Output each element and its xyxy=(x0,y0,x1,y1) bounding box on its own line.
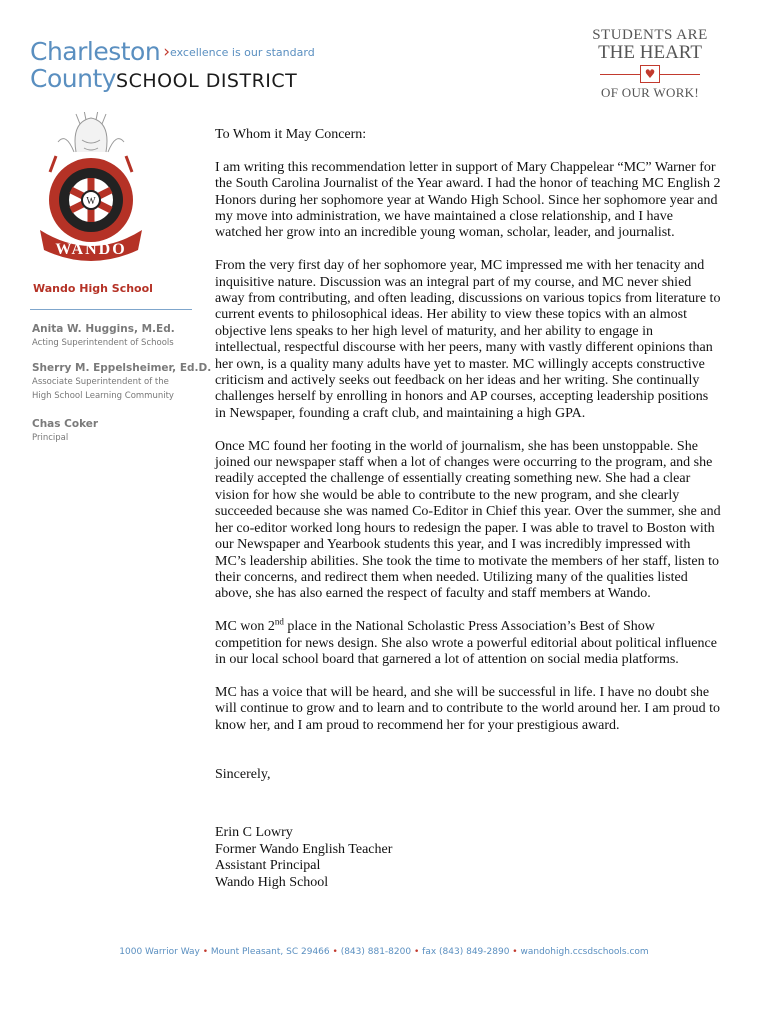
logo-district: SCHOOL DISTRICT xyxy=(116,70,298,92)
staff-title: Acting Superintendent of Schools xyxy=(32,338,174,348)
letter-body xyxy=(215,127,721,891)
staff-title: Principal xyxy=(32,433,69,443)
footer-street: 1000 Warrior Way xyxy=(119,947,200,957)
staff-title: Associate Superintendent of the xyxy=(32,377,169,387)
paragraph-3: Once MC found her footing in the world of journalism, she has been unstoppable. She joined our newspaper staff when a lot of changes were occurring to the program, and she readily accepted the challenge of essentially creating something new. She had a clear vision for how she would be able to contribute to the new program, and she clearly succeeded because she was named Co-Editor in Chief this year. Over the summer, she and her co-editor worked long hours to redesign the paper. I was able to travel to Boston with our Newspaper and Yearbook students this year, and I was incredibly impressed with MC’s leadership abilities. She took the time to motivate the members of her staff, listen to their concerns, and redirect them when needed. Utilizing many of the qualities listed above, she has also earned the respect of faculty and staff members at Wando. xyxy=(215,438,721,602)
salutation: To Whom it May Concern: xyxy=(215,127,367,142)
students-heart-logo xyxy=(586,28,714,101)
paragraph-2: From the very first day of her sophomore year, MC impressed me with her tenacity and inquisitive nature. Discussion was an integral part of my course, and MC never shied away from contributing, and often leading, discussions on various topics from literature to current events to philosophical ideas. Her ability to view these topics with an almost objective lens speaks to her high level of maturity, and her ability to engage in intellectual, respectful discourse with her peers, many with vastly different opinions than her own, is a quality many adults have yet to master. MC willingly accepts constructive criticism and actively seeks out feedback on her ideas and her writing. She continually challenges herself by enrolling in honors and AP courses, accepting leadership positions in Newspaper, founding a craft club, and maintaining a high GPA. xyxy=(215,258,721,421)
district-logo xyxy=(30,38,330,92)
signer-name: Erin C Lowry xyxy=(215,825,293,841)
signer-school: Wando High School xyxy=(215,874,329,890)
footer-fax: fax (843) 849-2890 xyxy=(422,947,510,957)
sidebar-divider xyxy=(30,309,192,310)
footer-website: wandohigh.ccsdschools.com xyxy=(520,947,649,957)
staff-title: High School Learning Community xyxy=(32,391,174,401)
chevron-right-icon: › xyxy=(163,42,171,62)
logo-tagline: excellence is our standard xyxy=(170,46,315,59)
footer-phone: (843) 881-8200 xyxy=(340,947,412,957)
heart-line1: STUDENTS ARE xyxy=(592,27,708,43)
signature-block xyxy=(215,825,721,891)
staff-name: Sherry M. Eppelsheimer, Ed.D. xyxy=(32,362,212,374)
paragraph-1: I am writing this recommendation letter in support of Mary Chappelear “MC” Warner for the South Carolina Journalist of the Year award. I had the honor of teaching MC English 2 Honors during her sophomore year at Wando High School. Since her sophomore year and my move into administration, we have maintained a close relationship, and I have watched her grow into an incredible young woman, scholar, leader, and journalist. xyxy=(215,159,721,241)
heart-divider xyxy=(586,65,714,83)
staff-entry xyxy=(32,322,175,350)
logo-charleston: Charleston xyxy=(30,37,161,66)
school-name: Wando High School xyxy=(33,282,153,295)
footer-address: 1000 Warrior Way • Mount Pleasant, SC 29466 • (843) 881-8200 • fax (843) 849-2890 • wandohigh.ccsdschools.com xyxy=(119,947,649,957)
staff-name: Anita W. Huggins, M.Ed. xyxy=(32,323,175,335)
paragraph-4: MC won 2nd place in the National Scholastic Press Association’s Best of Show competition for news design. She also wrote a powerful editorial about political influence in our local school board that garnered a lot of attention on social media platforms. xyxy=(215,616,717,667)
heart-icon: ♥ xyxy=(640,65,660,83)
closing: Sincerely, xyxy=(215,766,271,782)
staff-entry xyxy=(32,361,211,403)
signer-title: Former Wando English Teacher xyxy=(215,841,393,857)
staff-entry xyxy=(32,417,98,445)
heart-line2: THE HEART xyxy=(598,42,702,63)
wando-crest-logo xyxy=(36,112,146,272)
crest-wando-text: WANDO xyxy=(55,241,127,258)
svg-text:W: W xyxy=(86,196,96,207)
heart-line3: OF OUR WORK! xyxy=(601,85,699,100)
paragraph-5: MC has a voice that will be heard, and she will be successful in life. I have no doubt she will continue to grow and to learn and to contribute to the world around her. I am proud to know her, and I am proud to recommend her for your prestigious award. xyxy=(215,684,721,733)
footer-city: Mount Pleasant, SC 29466 xyxy=(210,947,330,957)
staff-name: Chas Coker xyxy=(32,418,99,430)
signer-title: Assistant Principal xyxy=(215,858,321,874)
logo-county: County xyxy=(30,64,117,93)
